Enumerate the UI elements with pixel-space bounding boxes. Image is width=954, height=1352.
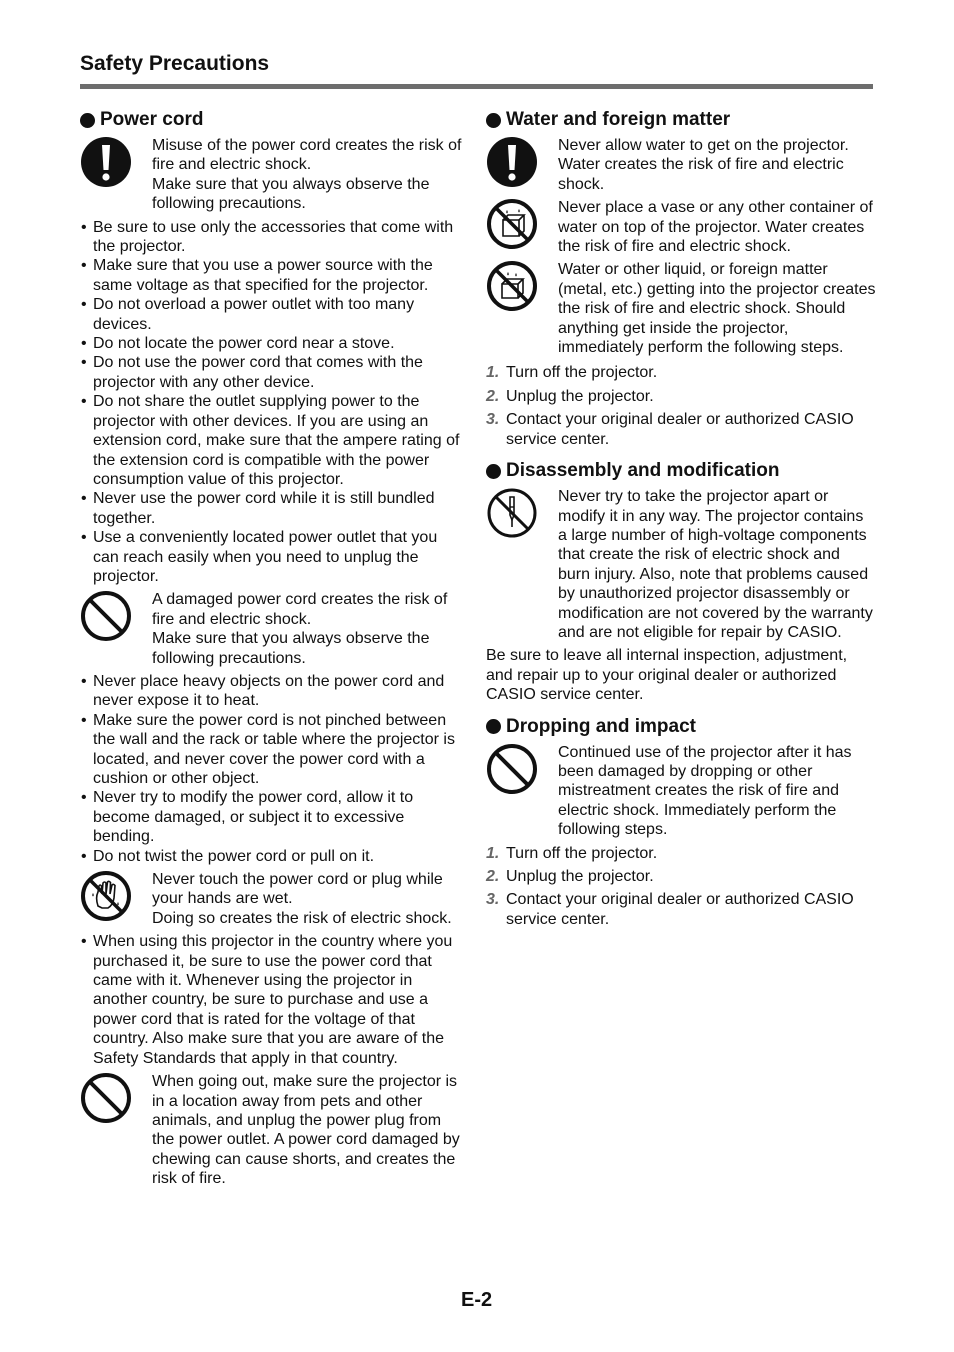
- header-rule: [80, 84, 873, 89]
- page-header: [80, 50, 873, 78]
- steps-dropping: [486, 844, 876, 930]
- section-water: [486, 108, 876, 449]
- warning-block-water: [486, 136, 876, 194]
- section-disassembly: [486, 459, 876, 704]
- section-dropping: [486, 715, 876, 930]
- list-item: • Be sure to use only the accessories that come with the projector.: [80, 218, 466, 257]
- warning-text: Never try to take the projector apart or modify it in any way. The projector contains a large number of high-voltage components that create the risk of electric shock and burn injury. Also, note that problems caused by unauthorized projector disassembly or modification are not covered by the warranty and are not eligible for repair by CASIO.: [558, 488, 873, 641]
- list-item: • Make sure that you use a power source with the same voltage as that specified for the projector.: [80, 256, 466, 295]
- page-number: E-2: [461, 1289, 493, 1311]
- warning-text: Water or other liquid, or foreign matter (metal, etc.) getting into the projector creates the risk of fire and electric shock. Should anything get inside the projector, immediately perform the following steps.: [558, 261, 876, 357]
- heading-bullet-icon: [486, 719, 501, 734]
- heading-bullet-icon: [486, 464, 501, 479]
- section-heading-power-cord: Power cord: [80, 108, 466, 132]
- warning-block-misuse: [80, 136, 466, 214]
- bullet-list-country: [80, 932, 466, 1068]
- list-item: • Use a conveniently located power outlet that you can reach easily when you need to unplug the projector.: [80, 528, 466, 586]
- prohibited-icon: [80, 1072, 152, 1124]
- no-liquid-icon: [486, 260, 558, 312]
- heading-bullet-icon: [80, 113, 95, 128]
- section-power-cord: [80, 108, 466, 1189]
- right-column: [486, 108, 876, 939]
- list-item: • Do not use the power cord that comes with the projector with any other device.: [80, 353, 466, 392]
- warning-text: When going out, make sure the projector is in a location away from pets and other animals, and unplug the power plug from the power outlet. A power cord damaged by chewing can cause shorts, and creates the risk of fire.: [152, 1073, 460, 1188]
- warning-block-vase: [486, 198, 876, 256]
- warning-text: Never touch the power cord or plug while your hands are wet.: [152, 871, 443, 908]
- no-wet-hands-icon: [80, 870, 152, 922]
- exclamation-icon: [80, 136, 152, 188]
- warning-text: Never allow water to get on the projector. Water creates the risk of fire and electric shock.: [558, 137, 849, 193]
- no-vase-icon: [486, 198, 558, 250]
- list-item: • Never use the power cord while it is still bundled together.: [80, 489, 466, 528]
- list-item: • Make sure the power cord is not pinched between the wall and the rack or table where the projector is located, and never cover the power cord with a cushion or other object.: [80, 711, 466, 789]
- prohibited-icon: [80, 590, 152, 642]
- warning-text: Make sure that you always observe the following precautions.: [152, 175, 430, 213]
- warning-text: Doing so creates the risk of electric shock.: [152, 909, 452, 927]
- list-item: • Do not overload a power outlet with too many devices.: [80, 295, 466, 334]
- warning-text: A damaged power cord creates the risk of fire and electric shock.: [152, 591, 448, 628]
- list-item: • Do not share the outlet supplying power to the projector with other devices. If you are using an extension cord, make sure that the ampere rating of the extension cord is compatible with the power consumption value of this projector.: [80, 392, 466, 489]
- bullet-list-cord-handling: [80, 672, 466, 866]
- list-item: • Never try to modify the power cord, allow it to become damaged, or subject it to excessive bending.: [80, 788, 466, 846]
- steps-water: [486, 363, 876, 449]
- prohibited-icon: [486, 743, 558, 795]
- step-item: 3. Contact your original dealer or authorized CASIO service center.: [486, 891, 854, 928]
- list-item: • Do not locate the power cord near a stove.: [80, 334, 466, 353]
- repair-note: Be sure to leave all internal inspection, adjustment, and repair up to your original dealer or authorized CASIO service center.: [486, 647, 848, 704]
- warning-block-damaged-cord: [80, 590, 466, 668]
- warning-block-liquid: [486, 260, 876, 357]
- step-item: 3. Contact your original dealer or authorized CASIO service center.: [486, 411, 854, 448]
- warning-text: Continued use of the projector after it has been damaged by dropping or other mistreatment creates the risk of fire and electric shock. Immediately perform the following steps.: [558, 743, 852, 839]
- bullet-list-power-source: [80, 218, 466, 587]
- section-heading-water: Water and foreign matter: [486, 108, 876, 132]
- page-title: Safety Precautions: [80, 52, 270, 75]
- step-item: 1. Turn off the projector.: [486, 844, 658, 862]
- list-item: • Do not twist the power cord or pull on it.: [80, 847, 466, 866]
- step-item: 2. Unplug the projector.: [486, 868, 654, 885]
- no-disassembly-icon: [486, 487, 558, 539]
- warning-block-dropping: [486, 743, 876, 840]
- heading-bullet-icon: [486, 113, 501, 128]
- list-item: • Never place heavy objects on the power cord and never expose it to heat.: [80, 672, 466, 711]
- warning-text: Make sure that you always observe the following precautions.: [152, 630, 430, 667]
- warning-block-pets: [80, 1072, 466, 1188]
- exclamation-icon: [486, 136, 558, 188]
- step-item: 1. Turn off the projector.: [486, 364, 658, 382]
- list-item: • When using this projector in the country where you purchased it, be sure to use the power cord that came with it. Whenever using the projector in another country, be sure to purchase and use a power cord that is rated for the voltage of that country. Also make sure that you are aware of the Safety Standards that apply in that country.: [80, 932, 466, 1068]
- warning-block-disassembly: [486, 487, 876, 642]
- section-heading-disassembly: Disassembly and modification: [486, 459, 876, 483]
- warning-block-wet-hands: [80, 870, 466, 928]
- step-item: 2. Unplug the projector.: [486, 387, 654, 405]
- section-heading-dropping: Dropping and impact: [486, 715, 876, 739]
- warning-text: Never place a vase or any other container of water on top of the projector. Water creates the risk of fire and electric shock.: [558, 199, 873, 256]
- warning-text: Misuse of the power cord creates the risk of fire and electric shock.: [152, 137, 462, 174]
- left-column: [80, 108, 466, 1199]
